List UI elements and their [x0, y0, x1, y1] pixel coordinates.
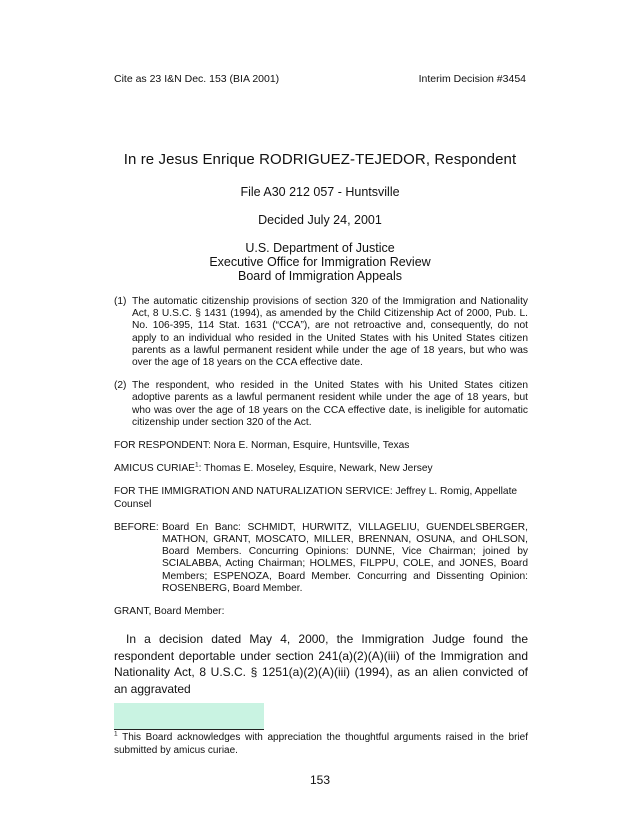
footnote-ref-marker[interactable]: 1: [194, 461, 199, 469]
headnote-text: The automatic citizenship provisions of section 320 of the Immigration and Nationality Act, 8 U.S.C. § 1431 (1994), as amended by the Child Citizenship Act of 2000, Pub. L. No. 106-395, 114 Stat. 1631 (“CCA”), are not retroactive and, consequently, do not apply to an individual who resided in the United States with his United States citizen parents as a lawful permanent resident while under the age of 18 years, but who was over the age of 18 years on the CCA effective date.: [132, 296, 528, 369]
before-label: BEFORE:: [114, 521, 159, 533]
opinion-author: GRANT, Board Member:: [114, 606, 225, 618]
decision-date: Decided July 24, 2001: [258, 213, 382, 227]
citation-text: Cite as 23 I&N Dec. 153 (BIA 2001): [114, 73, 280, 85]
agency-line-2: Executive Office for Immigration Review: [209, 255, 431, 269]
case-title: In re Jesus Enrique RODRIGUEZ-TEJEDOR, Respondent: [123, 151, 517, 168]
ins-counsel: FOR THE IMMIGRATION AND NATURALIZATION SERVICE: Jeffrey L. Romig, Appellate Counsel: [114, 486, 518, 510]
respondent-counsel: FOR RESPONDENT: Nora E. Norman, Esquire, Huntsville, Texas: [114, 440, 410, 452]
headnote-1: [114, 296, 528, 369]
agency-line-1: U.S. Department of Justice: [245, 241, 395, 255]
headnote-text: The respondent, who resided in the United States with his United States citizen adoptive parents as a lawful permanent resident while under the age of 18 years, but who was over the age of 18 years on the CCA effective date, is ineligible for automatic citizenship under section 320 of the Act.: [132, 380, 528, 428]
interim-decision-number: Interim Decision #3454: [418, 73, 526, 85]
footnote-divider: [114, 729, 264, 730]
footnote-1: [114, 732, 528, 757]
running-header: [114, 73, 526, 85]
agency-block: [0, 241, 640, 283]
footnote-marker: 1: [114, 730, 118, 738]
opinion-paragraph: In a decision dated May 4, 2000, the Immigration Judge found the respondent deportable under section 241(a)(2)(A)(iii) of the Immigration and Nationality Act, 8 U.S.C. § 1251(a)(2)(A)(iii) (1994), as an alien convicted of an aggravated: [114, 632, 528, 696]
document-body: [114, 296, 528, 709]
agency-line-3: Board of Immigration Appeals: [238, 269, 402, 283]
footnote-text: This Board acknowledges with appreciation the thoughtful arguments raised in the brief submitted by amicus curiae.: [114, 732, 528, 756]
file-number: File A30 212 057 - Huntsville: [240, 185, 400, 199]
amicus-label: AMICUS CURIAE: [114, 463, 195, 475]
panel-members: Board En Banc: SCHMIDT, HURWITZ, VILLAGELIU, GUENDELSBERGER, MATHON, GRANT, MOSCATO, MILLER, BRENNAN, OSUNA, and OHLSON, Board Members. Concurring Opinions: DUNNE, Vice Chairman; joined by SCIALABBA, Acting Chairman; HOLMES, FILPPU, COLE, and JONES, Board Members; ESPENOZA, Board Member. Concurring and Dissenting Opinion: ROSENBERG, Board Member.: [162, 521, 528, 594]
headnote-2: [114, 380, 528, 429]
amicus-counsel: [114, 463, 528, 475]
panel-listing: [114, 522, 528, 595]
amicus-text: : Thomas E. Moseley, Esquire, Newark, New Jersey: [198, 463, 433, 475]
case-title-block: [0, 151, 640, 283]
highlight-region: [114, 703, 264, 730]
headnote-number: (2): [114, 380, 127, 392]
page-number: 153: [309, 773, 331, 787]
headnote-number: (1): [114, 296, 127, 307]
